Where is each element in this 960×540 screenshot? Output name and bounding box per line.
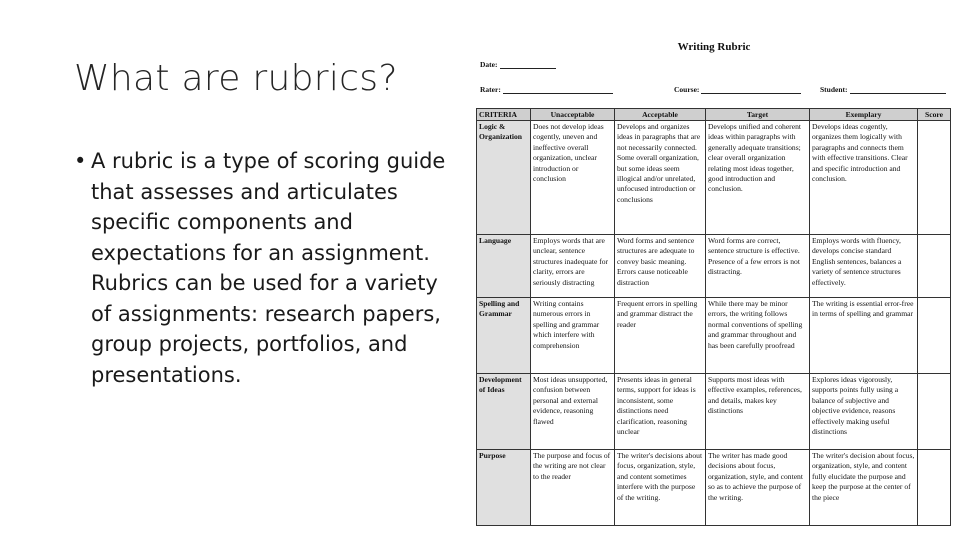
student-line	[850, 85, 946, 94]
header-criteria: CRITERIA	[477, 109, 531, 121]
exemplary-cell: The writer's decision about focus, organization, style, and content fully elucidate the purpose and keep the purpose at the center of the piece	[810, 450, 918, 526]
course-line	[701, 85, 801, 94]
acceptable-cell: Presents ideas in general terms, support for ideas is inconsistent, some distinctions need clarification, reasoning unclear	[615, 374, 706, 450]
bullet-line: specific components and	[91, 210, 353, 234]
acceptable-cell: The writer's decisions about focus, organization, style, and content sometimes interfere with the purpose of the writing.	[615, 450, 706, 526]
unacceptable-cell: Most ideas unsupported, confusion between personal and external evidence, reasoning flawed	[531, 374, 615, 450]
writing-rubric-document	[474, 36, 954, 526]
criteria-cell: Development of Ideas	[477, 374, 531, 450]
table-row	[477, 235, 951, 298]
table-row	[477, 298, 951, 374]
header-unacceptable: Unacceptable	[531, 109, 615, 121]
table-row	[477, 374, 951, 450]
exemplary-cell: Develops ideas cogently, organizes them logically with paragraphs and connects them with effective transitions. Clear and specific introduction and conclusion.	[810, 121, 918, 235]
bullet-paragraph	[74, 146, 469, 390]
rater-label: Rater:	[480, 85, 501, 94]
score-cell	[918, 450, 951, 526]
rubric-table	[476, 108, 951, 526]
exemplary-cell: Explores ideas vigorously, supports points fully using a balance of subjective and objective evidence, reasons effectively making useful distinctions	[810, 374, 918, 450]
unacceptable-cell: Employs words that are unclear, sentence structures inadequate for clarity, errors are seriously distracting	[531, 235, 615, 298]
student-field	[820, 85, 946, 94]
criteria-cell: Spelling and Grammar	[477, 298, 531, 374]
rater-line	[503, 85, 613, 94]
bullet-line: presentations.	[91, 362, 242, 387]
target-cell: The writer has made good decisions about focus, organization, style, and content so as to achieve the purpose of the writing.	[706, 450, 810, 526]
date-field	[480, 60, 556, 69]
bullet-line: Rubrics can be used for a variety	[91, 271, 438, 295]
bullet-line: A rubric is a type of scoring guide	[91, 149, 446, 173]
bullet-line: of assignments: research papers,	[91, 301, 441, 326]
score-cell	[918, 235, 951, 298]
criteria-cell: Logic & Organization	[477, 121, 531, 235]
course-field	[674, 85, 801, 94]
bullet-line: group projects, portfolios, and	[91, 332, 408, 356]
target-cell: Word forms are correct, sentence structure is effective. Presence of a few errors is not distracting.	[706, 235, 810, 298]
score-cell	[918, 298, 951, 374]
date-line	[500, 60, 556, 69]
slide-title: What are rubrics?	[74, 58, 398, 99]
acceptable-cell: Develops and organizes ideas in paragraphs that are not necessarily connected. Some overall organization, but some ideas seem illogical and/or unrelated, unfocused introduction or conclusions	[615, 121, 706, 235]
header-acceptable: Acceptable	[615, 109, 706, 121]
acceptable-cell: Frequent errors in spelling and grammar distract the reader	[615, 298, 706, 374]
table-header-row	[477, 109, 951, 121]
course-label: Course:	[674, 85, 700, 94]
criteria-cell: Language	[477, 235, 531, 298]
unacceptable-cell: Does not develop ideas cogently, uneven and ineffective overall organization, unclear introduction or conclusion	[531, 121, 615, 235]
bullet-dot: •	[74, 149, 87, 173]
unacceptable-cell: The purpose and focus of the writing are not clear to the reader	[531, 450, 615, 526]
header-exemplary: Exemplary	[810, 109, 918, 121]
target-cell: Supports most ideas with effective examples, references, and details, makes key distinctions	[706, 374, 810, 450]
table-row	[477, 450, 951, 526]
date-label: Date:	[480, 60, 498, 69]
bullet-line: expectations for an assignment.	[91, 240, 430, 265]
target-cell: Develops unified and coherent ideas within paragraphs with generally adequate transitions; clear overall organization relating most ideas together, good introduction and conclusion.	[706, 121, 810, 235]
unacceptable-cell: Writing contains numerous errors in spelling and grammar which interfere with comprehension	[531, 298, 615, 374]
bullet-text	[91, 146, 469, 390]
header-score: Score	[918, 109, 951, 121]
exemplary-cell: Employs words with fluency, develops concise standard English sentences, balances a variety of sentence structures effectively.	[810, 235, 918, 298]
acceptable-cell: Word forms and sentence structures are adequate to convey basic meaning. Errors cause noticeable distraction	[615, 235, 706, 298]
score-cell	[918, 374, 951, 450]
criteria-cell: Purpose	[477, 450, 531, 526]
rater-field	[480, 85, 613, 94]
rubric-title: Writing Rubric	[677, 41, 751, 53]
student-label: Student:	[820, 85, 848, 94]
table-row	[477, 121, 951, 235]
bullet-line: that assesses and articulates	[91, 179, 398, 204]
score-cell	[918, 121, 951, 235]
target-cell: While there may be minor errors, the writing follows normal conventions of spelling and grammar throughout and has been carefully proofread	[706, 298, 810, 374]
exemplary-cell: The writing is essential error-free in terms of spelling and grammar	[810, 298, 918, 374]
header-target: Target	[706, 109, 810, 121]
